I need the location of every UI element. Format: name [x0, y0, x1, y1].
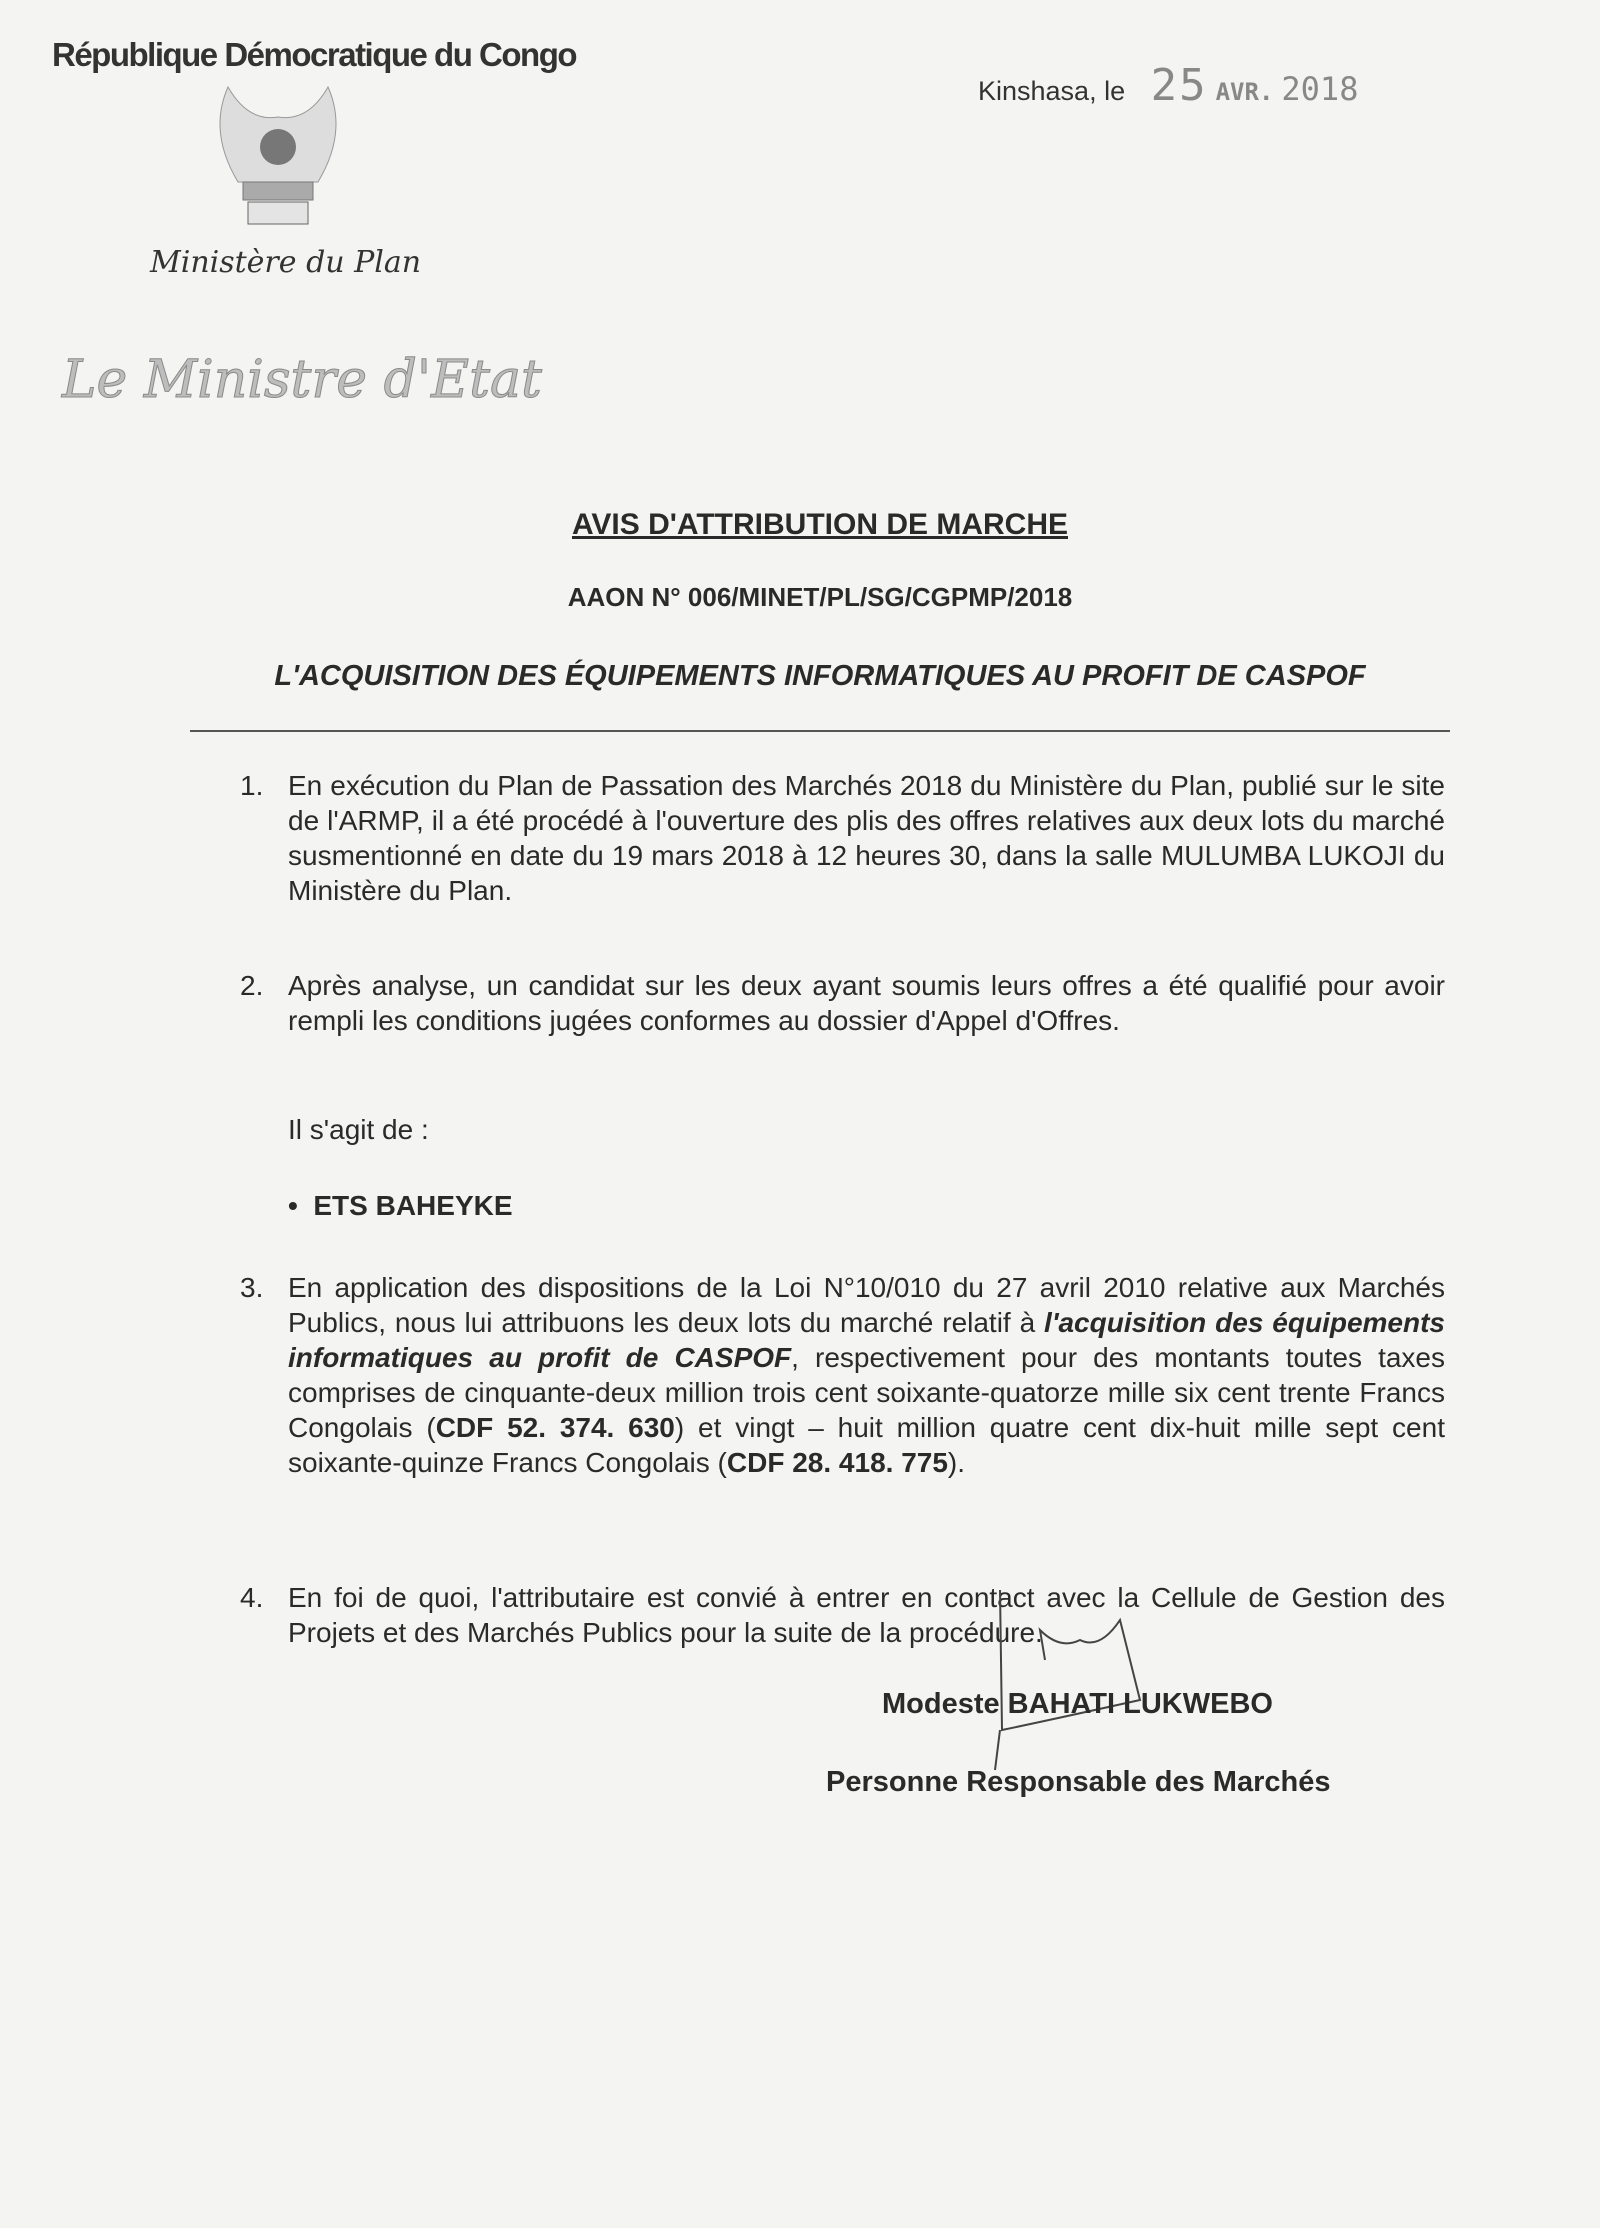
paragraph-text: En exécution du Plan de Passation des Marchés 2018 du Ministère du Plan, publié sur le site de l'ARMP, il a été procédé à l'ouverture des plis des offres relatives aux deux lots du marché susmentionné en date du 19 mars 2018 à 12 heures 30, dans la salle MULUMBA LUKOJI du Ministère du Plan. — [288, 770, 1445, 906]
paragraph-2 — [240, 968, 1445, 1038]
reference-number: AAON N° 006/MINET/PL/SG/CGPMP/2018 — [567, 582, 1073, 612]
paragraph-text — [288, 1270, 1445, 1480]
signatory-name: Modeste BAHATI LUKWEBO — [882, 1688, 1273, 1720]
paragraph-number: 4. — [240, 1582, 264, 1613]
paragraph-text: En foi de quoi, l'attributaire est convié à entrer en contact avec la Cellule de Gestion des Projets et des Marchés Publics pour la suite de la procédure. — [288, 1582, 1445, 1648]
divider — [190, 730, 1450, 732]
document-title: AVIS D'ATTRIBUTION DE MARCHE — [571, 508, 1068, 541]
text-part: , respectivement pour des montants toutes taxes comprises de cinquante-deux million trois cent soixante-quatorze mille six cent trente Francs Congolais ( — [288, 1342, 1446, 1443]
paragraph-3 — [240, 1270, 1445, 1480]
coat-of-arms-icon — [198, 72, 358, 232]
awardee-intro: Il s'agit de : — [288, 1114, 429, 1145]
signature-icon — [990, 1580, 1170, 1780]
text-part: ). — [947, 1447, 966, 1478]
stamp-year: 2018 — [1281, 70, 1359, 108]
signatory-role: Personne Responsable des Marchés — [826, 1766, 1331, 1798]
date-line — [978, 60, 1358, 111]
date-prefix: Kinshasa, le — [978, 76, 1126, 106]
country-heading: République Démocratique du Congo — [52, 36, 577, 73]
amount-lot-2: CDF 28. 418. 775 — [726, 1447, 948, 1478]
paragraph-4 — [240, 1580, 1445, 1650]
date-stamp — [1151, 60, 1359, 111]
ministry-name: Ministère du Plan — [150, 245, 422, 280]
minister-title: Le Ministre d'Etat — [62, 350, 542, 410]
paragraph-number: 2. — [240, 970, 264, 1001]
text-part: En application des dispositions de la Loi N°10/010 du 27 avril 2010 relative aux Marchés Publics, nous lui attribuons les deux lots du marché relatif à — [288, 1272, 1445, 1338]
subject-line: L'ACQUISITION DES ÉQUIPEMENTS INFORMATIQUES AU PROFIT DE CASPOF — [274, 660, 1366, 692]
text-part: ) et vingt – huit million quatre cent dix-huit mille sept cent soixante-quinze Francs Congolais ( — [288, 1412, 1445, 1478]
awardee-name: ETS BAHEYKE — [313, 1190, 513, 1221]
paragraph-text: Après analyse, un candidat sur les deux ayant soumis leurs offres a été qualifié pour avoir rempli les conditions jugées conformes au dossier d'Appel d'Offres. — [288, 970, 1445, 1036]
paragraph-number: 1. — [240, 770, 264, 801]
stamp-day: 25 — [1150, 60, 1208, 111]
paragraph-number: 3. — [240, 1272, 264, 1303]
awardee-item: • ETS BAHEYKE — [288, 1190, 513, 1221]
emphasized-subject: l'acquisition des équipements informatiques au profit de CASPOF — [288, 1307, 1445, 1373]
stamp-month: AVR. — [1215, 78, 1274, 106]
amount-lot-1: CDF 52. 374. 630 — [435, 1412, 675, 1443]
paragraph-1 — [240, 768, 1445, 908]
